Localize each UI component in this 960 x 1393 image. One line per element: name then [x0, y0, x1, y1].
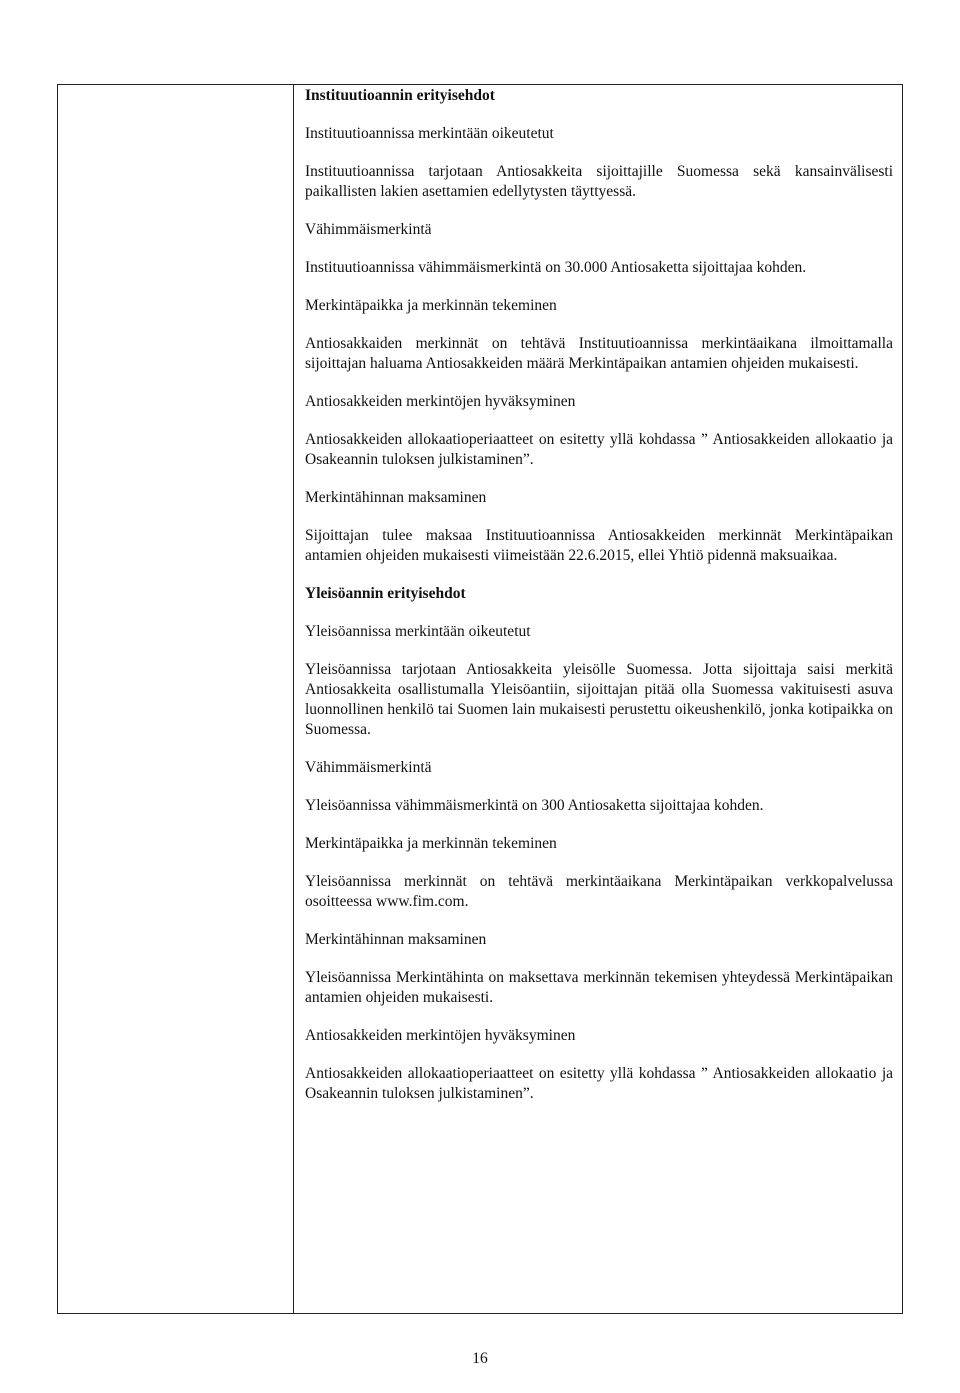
- paragraph-inst-payment: Sijoittajan tulee maksaa Instituutioannissa Antiosakkeiden merkinnät Merkintäpaikan antamien ohjeiden mukaisesti viimeistään 22.6.2015, ellei Yhtiö pidennä maksuaikaa.: [305, 527, 893, 564]
- subheading-inst-minimum: Vähimmäismerkintä: [305, 221, 432, 238]
- subheading-inst-place: Merkintäpaikka ja merkinnän tekeminen: [305, 297, 557, 314]
- subheading-public-minimum: Vähimmäismerkintä: [305, 759, 432, 776]
- paragraph-public-acceptance: Antiosakkeiden allokaatioperiaatteet on esitetty yllä kohdassa ” Antiosakkeiden allokaatio ja Osakeannin tuloksen julkistaminen”.: [305, 1065, 893, 1102]
- main-content: [305, 86, 893, 1122]
- section-heading-yleisoanti: Yleisöannin erityisehdot: [305, 585, 466, 602]
- paragraph-inst-place: Antiosakkaiden merkinnät on tehtävä Instituutioannissa merkintäaikana ilmoittamalla sijoittajan haluama Antiosakkeiden määrä Merkintäpaikan antamien ohjeiden mukaisesti.: [305, 335, 893, 372]
- subheading-public-place: Merkintäpaikka ja merkinnän tekeminen: [305, 835, 557, 852]
- paragraph-inst-eligible: Instituutioannissa tarjotaan Antiosakkeita sijoittajille Suomessa sekä kansainvälisesti paikallisten lakien asettamien edellytysten täyttyessä.: [305, 163, 893, 200]
- subheading-public-payment: Merkintähinnan maksaminen: [305, 931, 487, 948]
- subheading-inst-acceptance: Antiosakkeiden merkintöjen hyväksyminen: [305, 393, 576, 410]
- paragraph-public-eligible: Yleisöannissa tarjotaan Antiosakkeita yleisölle Suomessa. Jotta sijoittaja saisi merkitä Antiosakkeita osallistumalla Yleisöantiin, sijoittajan pitää olla Suomessa vakituisesti asuva luonnollinen henkilö tai Suomen lain mukaisesti perustettu oikeushenkilö, jonka kotipaikka on Suomessa.: [305, 661, 893, 738]
- paragraph-inst-minimum: Instituutioannissa vähimmäismerkintä on 30.000 Antiosaketta sijoittajaa kohden.: [305, 259, 807, 276]
- subheading-public-eligible: Yleisöannissa merkintään oikeutetut: [305, 623, 531, 640]
- column-divider: [293, 84, 294, 1314]
- subheading-inst-eligible: Instituutioannissa merkintään oikeutetut: [305, 125, 554, 142]
- paragraph-public-place: Yleisöannissa merkinnät on tehtävä merkintäaikana Merkintäpaikan verkkopalvelussa osoitteessa www.fim.com.: [305, 873, 893, 910]
- paragraph-inst-acceptance: Antiosakkeiden allokaatioperiaatteet on esitetty yllä kohdassa ” Antiosakkeiden allokaatio ja Osakeannin tuloksen julkistaminen”.: [305, 431, 893, 468]
- paragraph-public-payment: Yleisöannissa Merkintähinta on maksettava merkinnän tekemisen yhteydessä Merkintäpaikan antamien ohjeiden mukaisesti.: [305, 969, 893, 1006]
- subheading-public-acceptance: Antiosakkeiden merkintöjen hyväksyminen: [305, 1027, 576, 1044]
- subheading-inst-payment: Merkintähinnan maksaminen: [305, 489, 487, 506]
- section-heading-instituutioanti: Instituutioannin erityisehdot: [305, 87, 495, 104]
- page-number: 16: [472, 1350, 488, 1367]
- paragraph-public-minimum: Yleisöannissa vähimmäismerkintä on 300 Antiosaketta sijoittajaa kohden.: [305, 797, 764, 814]
